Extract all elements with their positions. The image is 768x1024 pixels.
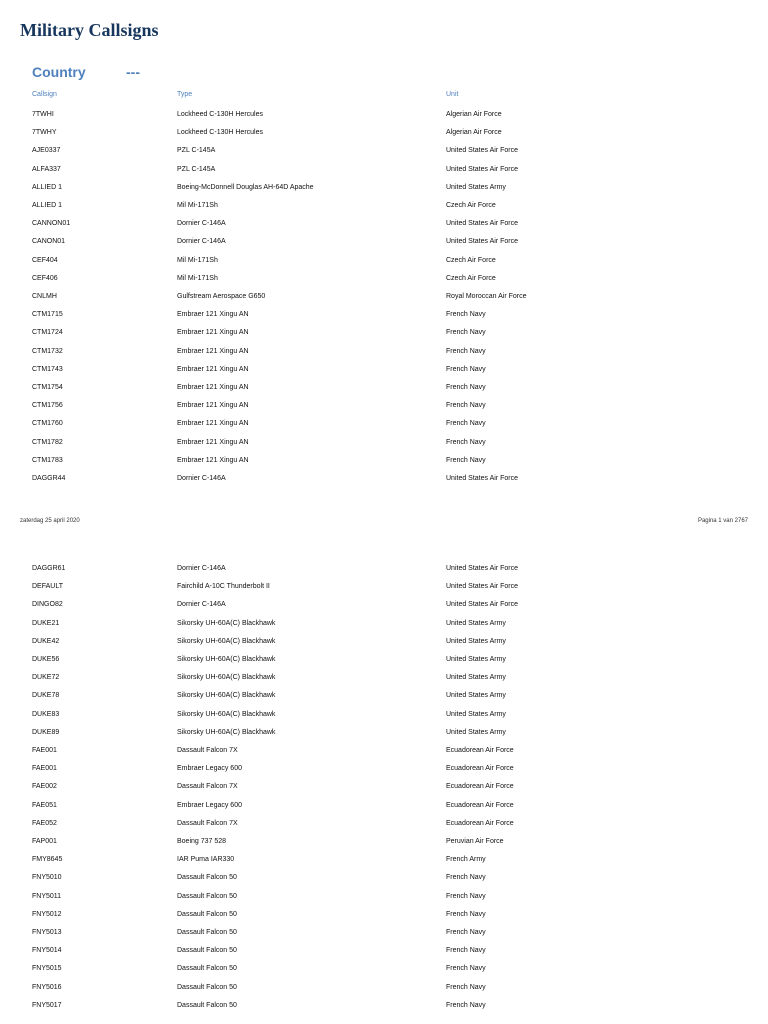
unit-cell: Ecuadorean Air Force bbox=[446, 801, 514, 809]
callsign-cell: CTM1754 bbox=[32, 384, 63, 391]
callsign-cell: DAGGR61 bbox=[32, 565, 66, 572]
table-row bbox=[0, 838, 768, 856]
table-row bbox=[0, 729, 768, 747]
unit-cell: United States Air Force bbox=[446, 238, 518, 246]
unit-cell: French Navy bbox=[446, 1001, 486, 1009]
callsign-cell: CANNON01 bbox=[32, 220, 71, 228]
callsign-cell: FAP001 bbox=[32, 838, 57, 845]
table-row bbox=[0, 802, 768, 820]
type-cell: Embraer Legacy 600 bbox=[177, 801, 242, 809]
column-header-unit: Unit bbox=[446, 91, 459, 98]
unit-cell: United States Army bbox=[446, 674, 506, 682]
unit-cell: French Navy bbox=[446, 983, 486, 991]
type-cell: Embraer 121 Xingu AN bbox=[177, 456, 249, 464]
unit-cell: United States Army bbox=[446, 637, 506, 645]
unit-cell: French Navy bbox=[446, 420, 486, 428]
type-cell: Fairchild A-10C Thunderbolt II bbox=[177, 583, 270, 591]
type-cell: Lockheed C-130H Hercules bbox=[177, 129, 263, 137]
type-cell: Sikorsky UH-60A(C) Blackhawk bbox=[177, 619, 276, 627]
table-row bbox=[0, 475, 768, 493]
table-row bbox=[0, 366, 768, 384]
table-row bbox=[0, 620, 768, 638]
table-row bbox=[0, 692, 768, 710]
table-row bbox=[0, 747, 768, 765]
table-row bbox=[0, 129, 768, 147]
unit-cell: Ecuadorean Air Force bbox=[446, 765, 514, 773]
unit-cell: United States Air Force bbox=[446, 601, 518, 609]
unit-cell: Algerian Air Force bbox=[446, 111, 502, 118]
table-row bbox=[0, 656, 768, 674]
callsign-cell: DINGO82 bbox=[32, 601, 63, 609]
callsign-cell: CEF404 bbox=[32, 256, 58, 264]
callsign-cell: CANON01 bbox=[32, 238, 66, 246]
table-row bbox=[0, 238, 768, 256]
callsign-cell: CNLMH bbox=[32, 293, 57, 300]
table-row bbox=[0, 911, 768, 929]
table-row bbox=[0, 348, 768, 366]
table-row bbox=[0, 893, 768, 911]
type-cell: Gulfstream Aerospace G650 bbox=[177, 293, 266, 300]
callsign-cell: ALLIED 1 bbox=[32, 183, 62, 191]
callsign-cell: FNY5014 bbox=[32, 947, 62, 955]
table-row bbox=[0, 1002, 768, 1020]
unit-cell: United States Army bbox=[446, 619, 506, 627]
type-cell: Dassault Falcon 50 bbox=[177, 1001, 237, 1009]
unit-cell: United States Air Force bbox=[446, 220, 518, 228]
callsign-cell: DAGGR44 bbox=[32, 475, 66, 482]
unit-cell: French Navy bbox=[446, 365, 486, 373]
callsign-cell: FAE052 bbox=[32, 819, 57, 827]
callsign-cell: DUKE56 bbox=[32, 656, 60, 663]
unit-cell: United States Air Force bbox=[446, 147, 518, 155]
callsign-cell: CTM1756 bbox=[32, 402, 63, 410]
type-cell: Embraer 121 Xingu AN bbox=[177, 438, 249, 446]
callsign-cell: FMY8645 bbox=[32, 856, 63, 864]
type-cell: Mil Mi-171Sh bbox=[177, 256, 218, 264]
callsign-cell: FAE001 bbox=[32, 765, 57, 773]
table-row bbox=[0, 583, 768, 601]
table-row bbox=[0, 202, 768, 220]
column-header-type: Type bbox=[177, 91, 193, 98]
unit-cell: United States Army bbox=[446, 692, 506, 700]
unit-cell: French Navy bbox=[446, 329, 486, 337]
type-cell: Sikorsky UH-60A(C) Blackhawk bbox=[177, 692, 276, 700]
unit-cell: French Navy bbox=[446, 874, 486, 882]
callsign-cell: CTM1760 bbox=[32, 420, 63, 428]
callsign-cell: AJE0337 bbox=[32, 147, 61, 155]
type-cell: Embraer Legacy 600 bbox=[177, 765, 242, 773]
callsign-cell: FNY5010 bbox=[32, 874, 62, 882]
callsign-cell: DEFAULT bbox=[32, 583, 63, 591]
callsign-cell: CTM1782 bbox=[32, 438, 63, 446]
table-row bbox=[0, 184, 768, 202]
type-cell: Dassault Falcon 50 bbox=[177, 910, 237, 918]
type-cell: Dassault Falcon 50 bbox=[177, 892, 237, 900]
unit-cell: French Navy bbox=[446, 947, 486, 955]
unit-cell: Czech Air Force bbox=[446, 256, 496, 264]
unit-cell: French Navy bbox=[446, 965, 486, 973]
unit-cell: Ecuadorean Air Force bbox=[446, 783, 514, 791]
type-cell: Dassault Falcon 7X bbox=[177, 783, 238, 791]
type-cell: Embraer 121 Xingu AN bbox=[177, 347, 249, 355]
callsign-cell: DUKE83 bbox=[32, 710, 60, 718]
table-row bbox=[0, 420, 768, 438]
type-cell: Embraer 121 Xingu AN bbox=[177, 311, 249, 319]
unit-cell: United States Air Force bbox=[446, 165, 518, 173]
unit-cell: French Navy bbox=[446, 438, 486, 446]
type-cell: Embraer 121 Xingu AN bbox=[177, 384, 249, 391]
type-cell: Mil Mi-171Sh bbox=[177, 274, 218, 282]
unit-cell: United States Air Force bbox=[446, 583, 518, 591]
callsign-cell: CTM1715 bbox=[32, 311, 63, 319]
callsign-cell: FNY5011 bbox=[32, 892, 62, 900]
table-row bbox=[0, 929, 768, 947]
type-cell: Dassault Falcon 50 bbox=[177, 874, 237, 882]
unit-cell: Peruvian Air Force bbox=[446, 838, 504, 845]
table-row bbox=[0, 111, 768, 129]
table-row bbox=[0, 457, 768, 475]
type-cell: Boeing 737 528 bbox=[177, 838, 227, 845]
country-label: Country bbox=[32, 64, 86, 80]
table-row bbox=[0, 984, 768, 1002]
unit-cell: French Navy bbox=[446, 910, 486, 918]
callsign-cell: FAE051 bbox=[32, 801, 57, 809]
table-row bbox=[0, 947, 768, 965]
type-cell: Dassault Falcon 50 bbox=[177, 947, 237, 955]
callsign-cell: CTM1783 bbox=[32, 456, 63, 464]
unit-cell: Royal Moroccan Air Force bbox=[446, 293, 527, 300]
callsign-cell: CEF406 bbox=[32, 274, 58, 282]
table-row bbox=[0, 565, 768, 583]
table-row bbox=[0, 783, 768, 801]
unit-cell: United States Air Force bbox=[446, 565, 518, 572]
footer-date: zaterdag 25 april 2020 bbox=[20, 518, 80, 524]
callsign-cell: FNY5012 bbox=[32, 910, 62, 918]
table-row bbox=[0, 147, 768, 165]
unit-cell: United States Army bbox=[446, 183, 506, 191]
unit-cell: United States Army bbox=[446, 728, 506, 736]
unit-cell: United States Army bbox=[446, 710, 506, 718]
callsign-cell: CTM1724 bbox=[32, 329, 63, 337]
callsign-cell: DUKE89 bbox=[32, 728, 60, 736]
type-cell: Boeing-McDonnell Douglas AH-64D Apache bbox=[177, 183, 314, 191]
unit-cell: French Navy bbox=[446, 892, 486, 900]
unit-cell: Czech Air Force bbox=[446, 274, 496, 282]
unit-cell: French Army bbox=[446, 856, 486, 864]
type-cell: Embraer 121 Xingu AN bbox=[177, 402, 249, 410]
type-cell: Dassault Falcon 50 bbox=[177, 983, 237, 991]
table-row bbox=[0, 329, 768, 347]
table-row bbox=[0, 820, 768, 838]
table-row bbox=[0, 293, 768, 311]
table-row bbox=[0, 220, 768, 238]
column-header-callsign: Callsign bbox=[32, 91, 57, 98]
callsign-cell: 7TWHY bbox=[32, 129, 57, 137]
type-cell: Dornier C-146A bbox=[177, 475, 226, 482]
callsign-cell: DUKE21 bbox=[32, 619, 60, 627]
unit-cell: Ecuadorean Air Force bbox=[446, 747, 514, 754]
callsign-cell: 7TWHI bbox=[32, 111, 54, 118]
callsign-cell: FAE001 bbox=[32, 747, 57, 754]
callsign-cell: CTM1732 bbox=[32, 347, 63, 355]
table-row bbox=[0, 257, 768, 275]
type-cell: IAR Puma IAR330 bbox=[177, 856, 235, 864]
unit-cell: Czech Air Force bbox=[446, 202, 496, 209]
callsign-cell: FNY5016 bbox=[32, 983, 62, 991]
table-row bbox=[0, 275, 768, 293]
type-cell: PZL C-145A bbox=[177, 147, 216, 155]
type-cell: Dassault Falcon 50 bbox=[177, 929, 237, 936]
callsign-cell: DUKE72 bbox=[32, 674, 60, 682]
type-cell: Dassault Falcon 50 bbox=[177, 965, 237, 973]
table-row bbox=[0, 638, 768, 656]
type-cell: Embraer 121 Xingu AN bbox=[177, 329, 249, 337]
unit-cell: Ecuadorean Air Force bbox=[446, 819, 514, 827]
callsign-cell: ALLIED 1 bbox=[32, 202, 62, 209]
type-cell: PZL C-145A bbox=[177, 165, 216, 173]
callsign-cell: FNY5015 bbox=[32, 965, 62, 973]
callsign-cell: ALFA337 bbox=[32, 165, 61, 173]
type-cell: Dornier C-146A bbox=[177, 601, 226, 609]
table-row bbox=[0, 402, 768, 420]
table-row bbox=[0, 601, 768, 619]
table-row bbox=[0, 856, 768, 874]
type-cell: Dassault Falcon 7X bbox=[177, 819, 238, 827]
type-cell: Sikorsky UH-60A(C) Blackhawk bbox=[177, 710, 276, 718]
unit-cell: French Navy bbox=[446, 347, 486, 355]
unit-cell: United States Army bbox=[446, 656, 506, 663]
footer-page-number: Pagina 1 van 2767 bbox=[697, 518, 748, 524]
table-row bbox=[0, 439, 768, 457]
table-row bbox=[0, 311, 768, 329]
table-row bbox=[0, 765, 768, 783]
type-cell: Dornier C-146A bbox=[177, 565, 226, 572]
type-cell: Dornier C-146A bbox=[177, 238, 226, 246]
callsign-cell: DUKE78 bbox=[32, 692, 60, 700]
type-cell: Embraer 121 Xingu AN bbox=[177, 420, 249, 428]
callsign-cell: DUKE42 bbox=[32, 637, 60, 645]
unit-cell: French Navy bbox=[446, 456, 486, 464]
table-row bbox=[0, 711, 768, 729]
unit-cell: Algerian Air Force bbox=[446, 129, 502, 137]
table-row bbox=[0, 874, 768, 892]
type-cell: Sikorsky UH-60A(C) Blackhawk bbox=[177, 637, 276, 645]
unit-cell: French Navy bbox=[446, 929, 486, 936]
callsign-cell: CTM1743 bbox=[32, 365, 63, 373]
callsign-cell: FNY5017 bbox=[32, 1001, 62, 1009]
type-cell: Dornier C-146A bbox=[177, 220, 226, 228]
unit-cell: French Navy bbox=[446, 402, 486, 410]
type-cell: Mil Mi-171Sh bbox=[177, 202, 218, 209]
type-cell: Embraer 121 Xingu AN bbox=[177, 365, 249, 373]
type-cell: Dassault Falcon 7X bbox=[177, 747, 238, 754]
callsign-cell: FAE002 bbox=[32, 783, 57, 791]
table-row bbox=[0, 384, 768, 402]
country-value: --- bbox=[126, 64, 140, 80]
type-cell: Lockheed C-130H Hercules bbox=[177, 111, 263, 118]
callsign-cell: FNY5013 bbox=[32, 929, 62, 936]
unit-cell: United States Air Force bbox=[446, 475, 518, 482]
table-row bbox=[0, 965, 768, 983]
unit-cell: French Navy bbox=[446, 384, 486, 391]
table-row bbox=[0, 674, 768, 692]
unit-cell: French Navy bbox=[446, 311, 486, 319]
document-title: Military Callsigns bbox=[20, 20, 159, 40]
table-row bbox=[0, 166, 768, 184]
type-cell: Sikorsky UH-60A(C) Blackhawk bbox=[177, 728, 276, 736]
type-cell: Sikorsky UH-60A(C) Blackhawk bbox=[177, 674, 276, 682]
type-cell: Sikorsky UH-60A(C) Blackhawk bbox=[177, 656, 276, 663]
